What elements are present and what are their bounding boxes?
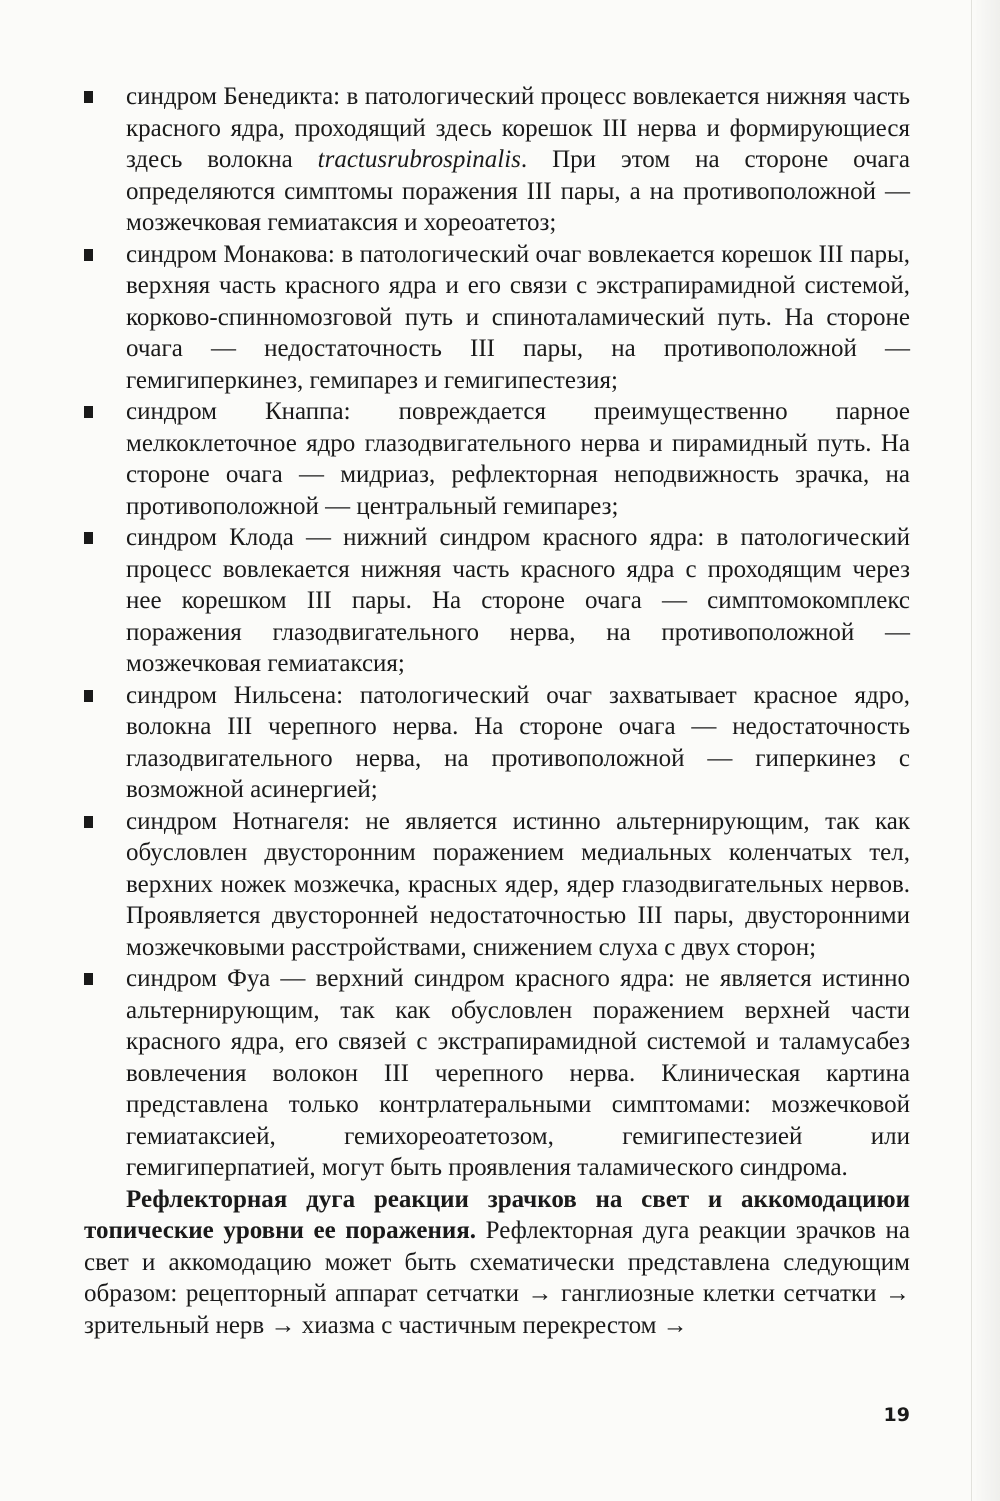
- item-text: синдром Бенедикта: в патологический процесс вовлекается нижняя часть красного ядра, проходящий здесь корешок III нерва и формирующиеся здесь волокна: [126, 83, 910, 173]
- item-text: синдром Нотнагеля: не является истинно альтернирующим, так как обусловлен двусторонним поражением медиальных коленчатых тел, верхних ножек мозжечка, красных ядер, ядер глазодвигательных нервов. Проявляется двусторонней недостаточностью III пары, двусторонними мозжечковыми расстройствами, снижением слуха с двух сторон;: [126, 807, 910, 961]
- item-text: синдром Нильсена: патологический очаг захватывает красное ядро, волокна III черепного нерва. На стороне очага — недостаточность глазодвигательного нерва, на противоположной — гиперкинез с возможной асинергией;: [126, 681, 910, 803]
- list-item: [84, 239, 910, 397]
- item-text: синдром Клода — нижний синдром красного ядра: в патологический процесс вовлекается нижняя часть красного ядра с проходящим через нее корешком III пары. На стороне очага — симптомокомплекс поражения глазодвигательного нерва, на противоположной — мозжечковая гемиатаксия;: [126, 524, 910, 677]
- syndrome-list: [84, 81, 910, 1184]
- item-latin-term: tractusrubrospinalis: [317, 146, 521, 173]
- square-bullet-icon: [84, 532, 93, 544]
- list-item: [84, 522, 910, 680]
- square-bullet-icon: [84, 91, 93, 103]
- square-bullet-icon: [84, 973, 93, 985]
- list-item: [84, 806, 910, 964]
- square-bullet-icon: [84, 816, 93, 828]
- square-bullet-icon: [84, 690, 93, 702]
- paragraph-heading: Рефлекторная дуга реакции зрачков на свет и аккомодациюи топические уровни ее поражения.: [84, 1185, 910, 1244]
- item-text: синдром Фуа — верхний синдром красного ядра: не является истинно альтернирующим, так как обусловлен поражением верхней части красного ядра, его связей с экстрапирамидной системой и таламусабез вовлечения волокон III черепного нерва. Клиническая картина представлена только контрлатеральными симптомами: мозжечковой гемиатаксией, гемихореоатетозом, гемигипестезией или гемигиперпатией, могут быть проявления таламического синдрома.: [126, 965, 910, 1181]
- list-item: [84, 963, 910, 1184]
- page-edge: [971, 0, 1000, 1501]
- item-text: синдром Монакова: в патологический очаг вовлекается корешок III пары, верхняя часть красного ядра и его связи с экстрапирамидной системой, корково-спинномозговой путь и спиноталамический путь. На стороне очага — недостаточность III пары, на противоположной — гемигиперкинез, гемипарез и гемигипестезия;: [126, 240, 910, 394]
- paragraph-body: Рефлекторная дуга реакции зрачков на свет и аккомодацию может быть схематически представлена следующим образом: рецепторный аппарат сетчатки → ганглиозные клетки сетчатки → зрительный нерв → хиазма с частичным перекрестом →: [84, 1217, 910, 1339]
- page-number: 19: [883, 1404, 910, 1426]
- body-paragraph: [84, 1184, 910, 1342]
- list-item: [84, 81, 910, 239]
- item-text: синдром Кнаппа: повреждается преимущественно парное мелкоклеточное ядро глазодвигательного нерва и пирамидный путь. На стороне очага — мидриаз, рефлекторная неподвижность зрачка, на противоположной — центральный гемипарез;: [126, 398, 910, 520]
- page-content: [84, 81, 910, 1341]
- square-bullet-icon: [84, 406, 93, 418]
- list-item: [84, 680, 910, 806]
- square-bullet-icon: [84, 249, 93, 261]
- item-text: . При этом на стороне очага определяются симптомы поражения III пары, а на противоположной — мозжечковая гемиатаксия и хореоатетоз;: [126, 146, 910, 236]
- list-item: [84, 396, 910, 522]
